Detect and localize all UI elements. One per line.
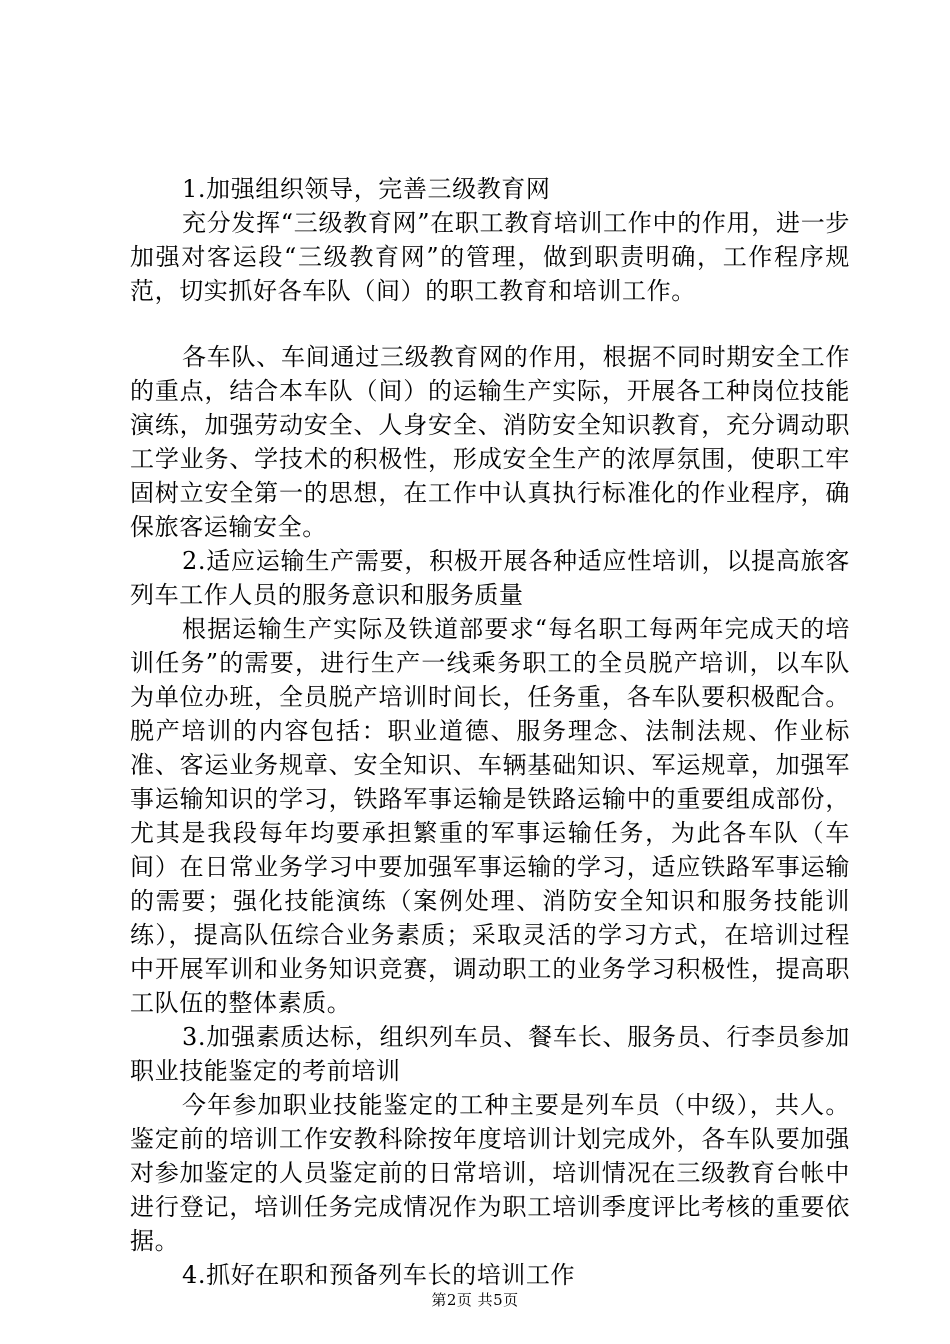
page-footer: 第2页 共5页 (431, 1291, 519, 1309)
document-body (130, 172, 850, 1292)
paragraph-4: 今年参加职业技能鉴定的工种主要是列车员（中级），共人。鉴定前的培训工作安教科除按年度培训计划完成外，各车队要加强对参加鉴定的人员鉴定前的日常培训，培训情况在三级教育台帐中进行登记，培训任务完成情况作为职工培训季度评比考核的重要依据。 (130, 1091, 850, 1255)
section-heading-4: 4.抓好在职和预备列车长的培训工作 (182, 1261, 576, 1289)
paragraph-2: 各车队、车间通过三级教育网的作用，根据不同时期安全工作的重点，结合本车队（间）的运输生产实际，开展各工种岗位技能演练，加强劳动安全、人身安全、消防安全知识教育，充分调动职工学业务、学技术的积极性，形成安全生产的浓厚氛围，使职工牢固树立安全第一的思想，在工作中认真执行标准化的作业程序，确保旅客运输安全。 (130, 343, 850, 541)
paragraph-3: 根据运输生产实际及铁道部要求“每名职工每两年完成天的培训任务”的需要，进行生产一线乘务职工的全员脱产培训，以车队为单位办班，全员脱产培训时间长，任务重，各车队要积极配合。脱产培训的内容包括：职业道德、服务理念、法制法规、作业标准、客运业务规章、安全知识、车辆基础知识、军运规章，加强军事运输知识的学习，铁路军事运输是铁路运输中的重要组成部份，尤其是我段每年均要承担繁重的军事运输任务，为此各车队（车间）在日常业务学习中要加强军事运输的学习，适应铁路军事运输的需要；强化技能演练（案例处理、消防安全知识和服务技能训练），提高队伍综合业务素质；采取灵活的学习方式，在培训过程中开展军训和业务知识竞赛，调动职工的业务学习积极性，提高职工队伍的整体素质。 (130, 615, 850, 1017)
paragraph-gap (130, 308, 850, 340)
section-heading-1: 1.加强组织领导，完善三级教育网 (182, 175, 551, 203)
section-heading-3: 3.加强素质达标，组织列车员、餐车长、服务员、行李员参加职业技能鉴定的考前培训 (130, 1023, 850, 1085)
paragraph-1: 充分发挥“三级教育网”在职工教育培训工作中的作用，进一步加强对客运段“三级教育网”的管理，做到职责明确，工作程序规范，切实抓好各车队（间）的职工教育和培训工作。 (130, 209, 850, 305)
section-heading-2: 2.适应运输生产需要，积极开展各种适应性培训，以提高旅客列车工作人员的服务意识和服务质量 (130, 547, 850, 609)
